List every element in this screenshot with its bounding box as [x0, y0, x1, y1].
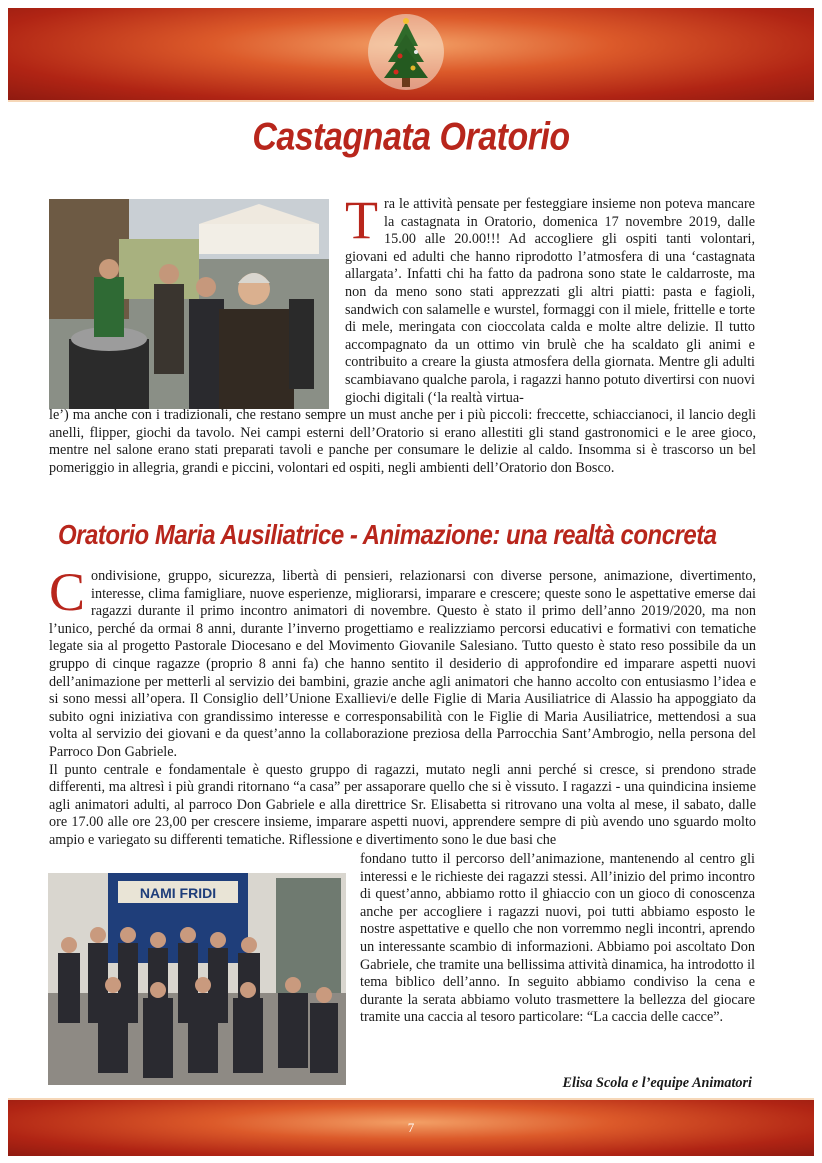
group-photo	[48, 873, 346, 1085]
poster-label: NAMI FRIDI	[139, 885, 217, 901]
article-title: Castagnata Oratorio	[252, 115, 570, 159]
signature: Elisa Scola e l’equipe Animatori	[562, 1075, 752, 1091]
drop-cap: T	[345, 190, 378, 250]
article-body-text: le’) ma anche con i tradizionali, che restano sempre un must anche per i più piccoli: freccette, schiaccianoci, il lancio degli anelli, flipper, giochi da tavolo. Nei campi esterni dell’Oratorio si erano allestiti gli stand gastronomici e le aree gioco, mentre nel salone erano stati preparati tavoli e panche per consumare le delizie al caldo. Insomma si è trascorso un bel pomeriggio in allegria, grandi e piccini, volontari ed ospiti, negli ambienti dell’Oratorio don Bosco.	[49, 407, 756, 476]
article-body-text: fondano tutto il percorso dell’animazione, mantenendo al centro gli interessi e le richieste dei ragazzi stessi. All’inizio del primo incontro di quest’anno, abbiamo rotto il ghiaccio con un gioco di conoscenza anche per accogliere i ragazzi nuovi, poi tutti abbiamo esposto le nostre aspettative e quello che non vorremmo negli incontri, aprendo un interessante scambio di informazioni. Abbiamo poi ascoltato Don Gabriele, che tramite una bellissima attività dinamica, ha introdotto il tema biblico dell’anno. In seguito abbiamo condiviso la cena e durante la serata abbiamo voluto trasmettere la bellezza del giocare tramite una caccia al tesoro particolare: “La caccia delle cacce”.	[360, 851, 755, 1026]
article-intro-text: Tra le attività pensate per festeggiare insieme non poteva mancare la castagnata in Oratorio, domenica 17 novembre 2019, dalle 15.00 alle 20.00!!! Ad accogliere gli ospiti tanti volontari, giovani ed adulti che hanno riprodotto l’atmosfera di una ‘castagnata allargata’. Infatti chi ha fatto da padrona sono state le caldarroste, ma non da meno sono stati apprezzati gli altri piatti: pasta e fagioli, sandwich con salamelle e wurstel, formaggi con il miele, frittelle e torte di mele, meringata con cioccolata calda e molte altre delizie. Il tutto accompagnato da un ottimo vin brulè che ha scaldato gli animi e contribuito a creare la giusta atmosfera della giornata. Mentre gli adulti scambiavano qualche parola, i ragazzi hanno potuto divertirsi con nuovi giochi digitali (‘la realtà virtua-	[345, 190, 755, 406]
christmas-tree-icon	[366, 12, 446, 94]
castagnata-photo	[49, 199, 329, 409]
page-number: 7	[407, 1120, 415, 1135]
drop-cap: C	[49, 562, 86, 622]
article-title: Oratorio Maria Ausiliatrice - Animazione: una realtà concreta	[58, 519, 717, 551]
article-body-text: Condivisione, gruppo, sicurezza, libertà di pensieri, relazionarsi con diverse persone, animazione, divertimento, interesse, clima famigliare, nuove esperienze, migliorarsi, imparare e crescere; queste sono le aspettative emerse dai ragazzi durante il primo incontro animatori di novembre. Questo è stato il primo dell’anno 2019/2020, ma non l’unico, perché da ormai 8 anni, durante l’inverno progettiamo e realizziamo percorsi educativi e formativi con tematiche legate sia al progetto Pastorale Diocesano e del Movimento Giovanile Salesiano. Tutto questo è stato reso possibile da un gruppo di cinque ragazze (proprio 8 anni fa) che hanno sentito il desiderio di approfondire ed imparare aspetti nuovi dell’animazione per metterli al servizio dei bambini, grazie anche agli animatori che hanno accolto con entusiasmo l’idea e si sono messi all’opera. Il Consiglio dell’Unione Exallievi/e delle Figlie di Maria Ausiliatrice di Alassio ha appoggiato da subito ogni iniziativa con grandissimo interesse e corresponsabilità con le Figlie di Maria Ausiliatrice, mettendosi a sua volta al servizio dei giovani e da quest’anno la collaborazione preziosa della Parrocchia Sant’Ambrogio, nella persona del Parroco Don Gabriele. Il punto centrale e fondamentale è questo gruppo di ragazzi, mutato negli anni perché si cresce, si prendono strade differenti, ma altresì i più grandi ritornano “a casa” per assaporare quello che si è vissuto. I ragazzi - una quindicina insieme agli animatori adulti, al parroco Don Gabriele e alla direttrice Sr. Elisabetta si ritrovano una volta al mese, il sabato, dalle ore 17.00 alle ore 23,00 per crescere insieme, imparare aspetti nuovi, apprendere sempre di più avendo uno sguardo molto ampio e variegato su differenti tematiche. Riflessione e divertimento sono le due basi che	[49, 562, 756, 848]
